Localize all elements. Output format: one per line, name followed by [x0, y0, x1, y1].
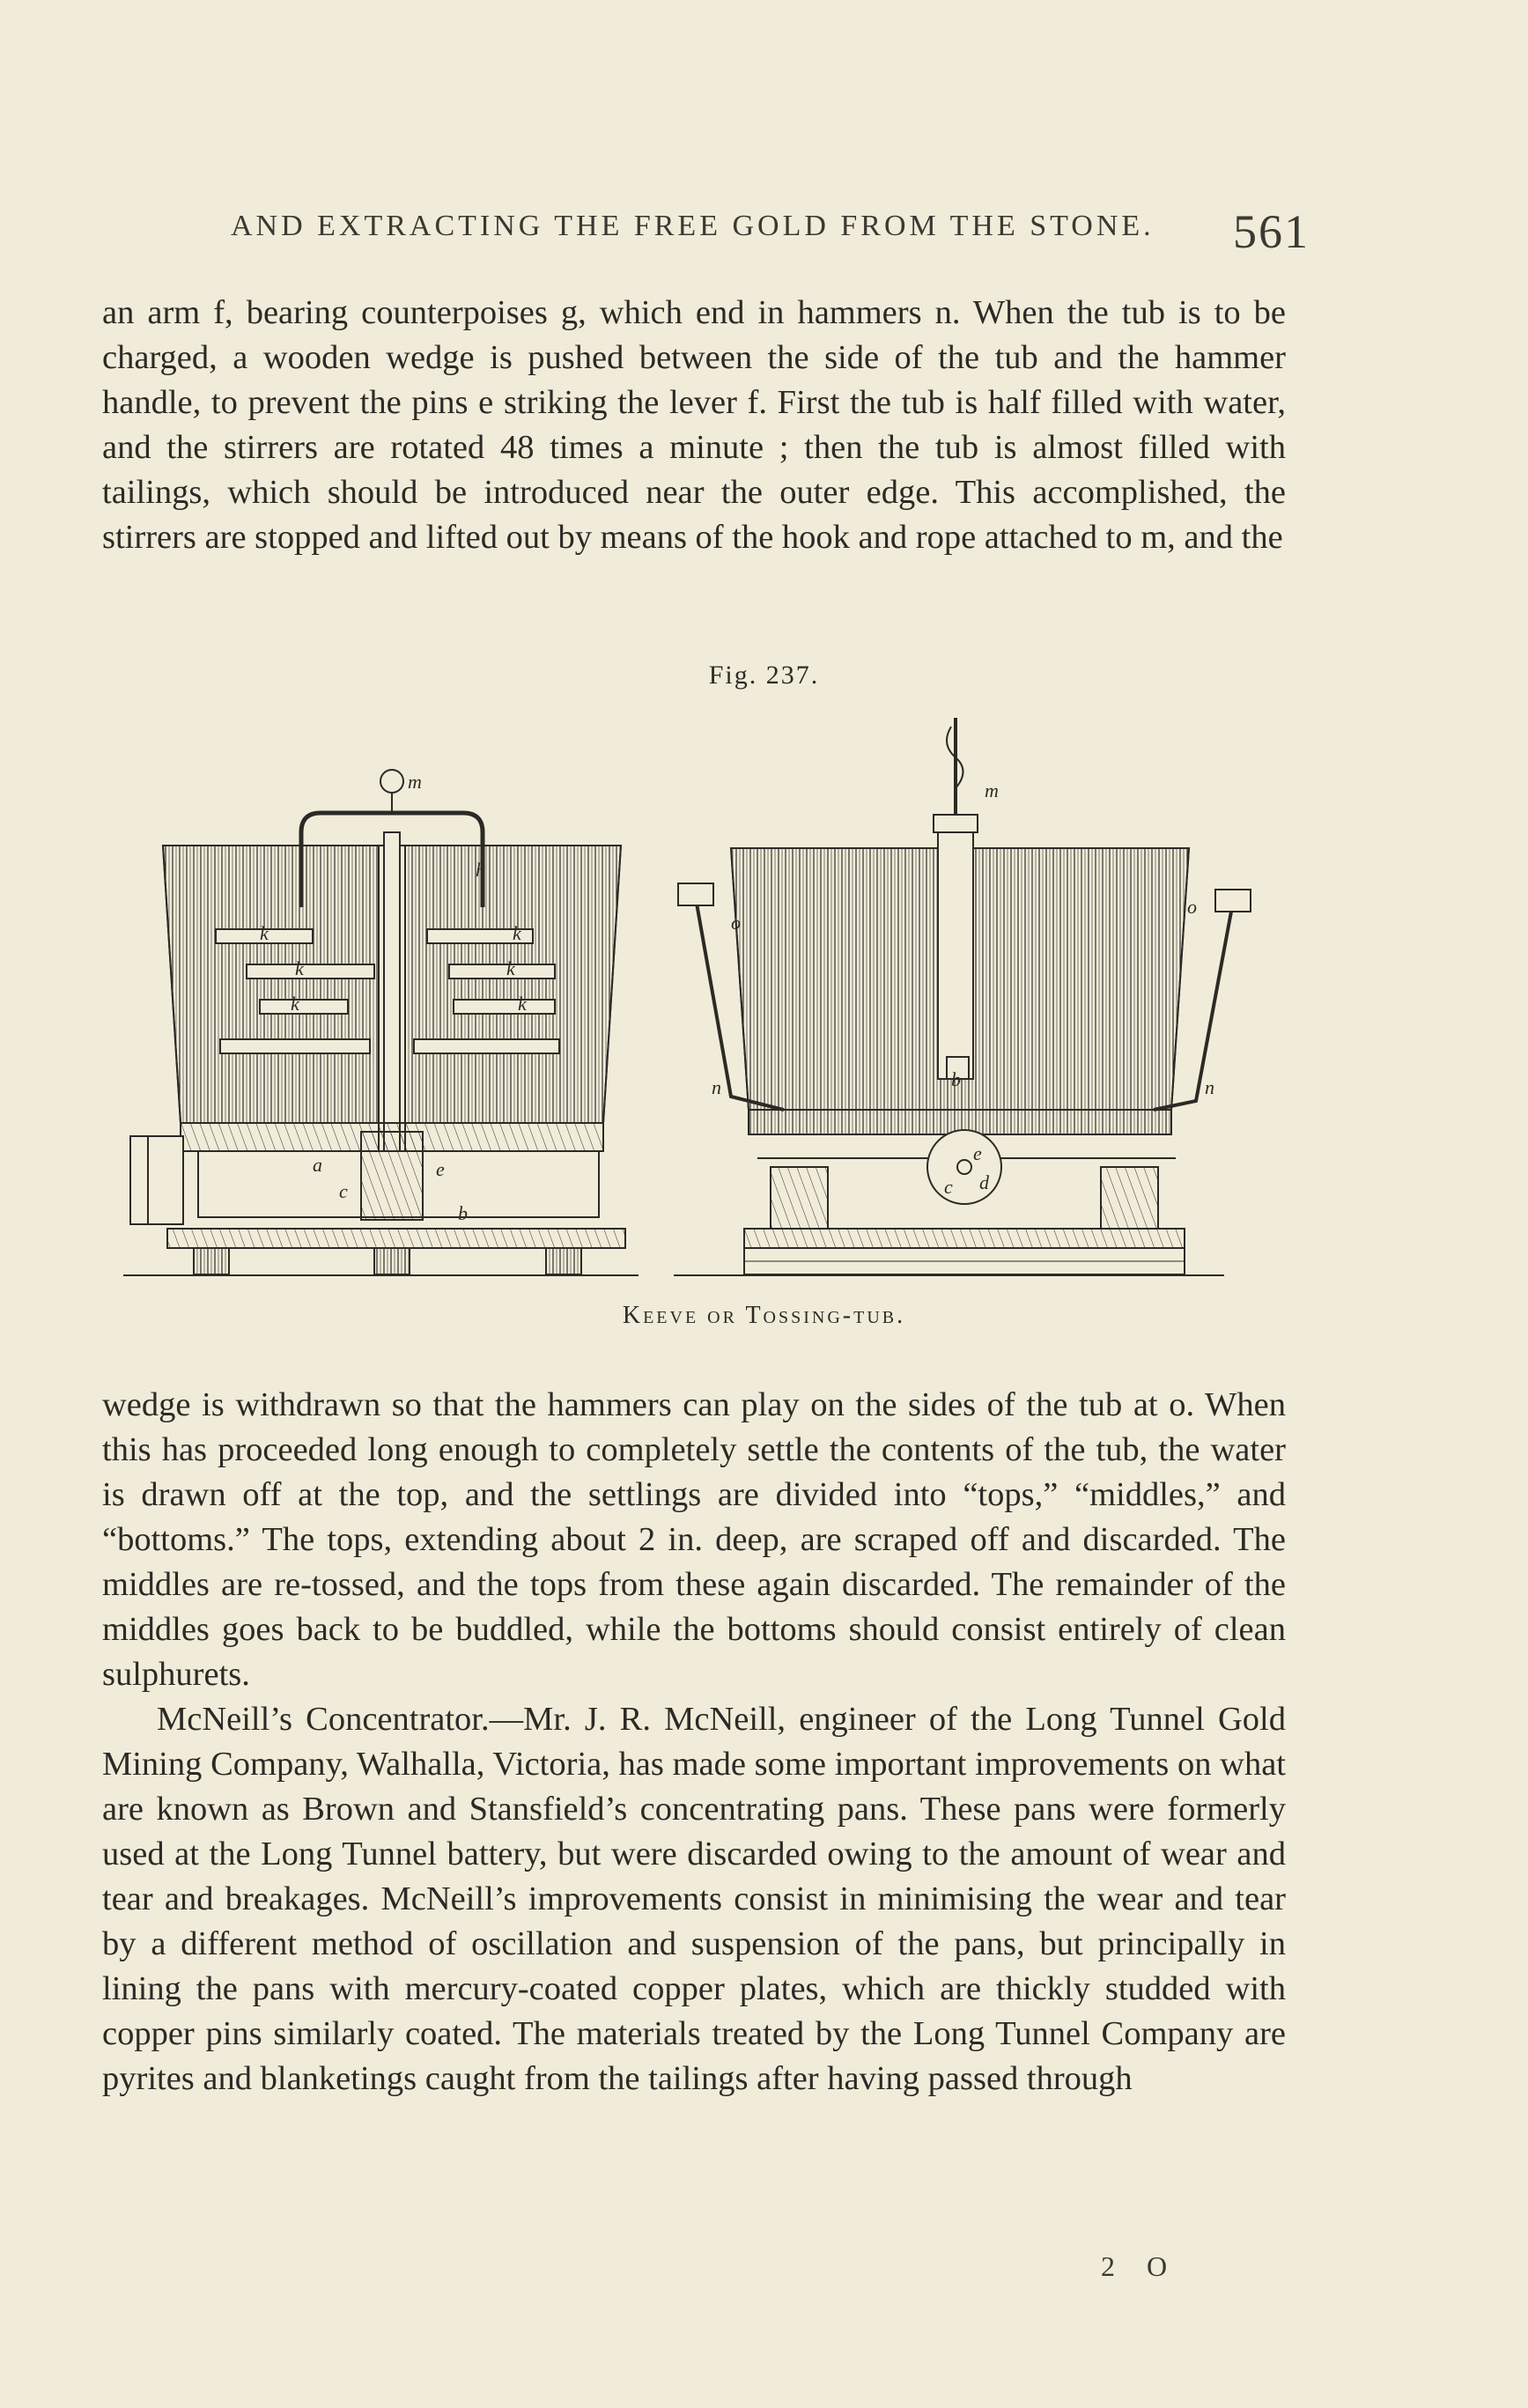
left-sectional-view — [123, 770, 639, 1275]
letter-right-n2: n — [1205, 1076, 1214, 1098]
figure-label: Fig. 237. — [708, 661, 820, 690]
letter-right-b: b — [951, 1068, 961, 1090]
hook-ring-left — [380, 770, 403, 793]
letter-left-c: c — [339, 1180, 348, 1202]
keeve-figure — [114, 709, 1268, 1282]
signature-mark: 2 O — [1101, 2250, 1180, 2282]
hammer-head-left — [678, 883, 713, 905]
letter-left-h: h — [476, 859, 485, 881]
paragraph-text: an arm f, bearing counterpoises g, which end in hammers n. When the tub is to be charged, a wooden wedge is pushed between the side of the tub and the hammer handle, to prevent the pins e striking the lever f. First the tub is half filled with water, and the stirrers are rotated 48 times a minute ; then the tub is almost filled with tailings, which should be introduced near the outer edge. This accomplished, the stirrers are stopped and lifted out by means of the hook and rope attached to m, and the — [102, 294, 1286, 556]
letter-left-k5: k — [506, 957, 515, 979]
letter-left-a: a — [313, 1154, 322, 1176]
body-paragraph-1: wedge is withdrawn so that the hammers can play on the sides of the tub at o. When this has proceeded long enough to completely settle the contents of the tub, the water is drawn off at the top, and the settlings are divided into “tops,” “middles,” and “bottoms.” The tops, extending about 2 in. deep, are scraped off and discarded. The middles are re-tossed, and the tops from these again discarded. The remainder of the middles goes back to be buddled, while the bottoms should consist entirely of clean sulphurets. — [102, 1386, 1286, 1693]
letter-right-o1: o — [731, 912, 741, 934]
letter-left-k3: k — [291, 993, 299, 1015]
body-text — [102, 1383, 1286, 2101]
letter-right-c: c — [944, 1176, 953, 1198]
page-number: 561 — [1233, 205, 1310, 258]
letter-left-k1: k — [260, 922, 269, 944]
letter-right-m: m — [985, 779, 999, 801]
letter-left-k6: k — [518, 993, 527, 1015]
letter-left-e: e — [436, 1158, 445, 1180]
right-elevation-view — [674, 718, 1251, 1275]
letter-right-e: e — [973, 1142, 982, 1164]
hammer-head-right — [1215, 890, 1251, 912]
drive-gear — [927, 1130, 1001, 1204]
letter-left-k4: k — [513, 922, 521, 944]
letter-right-d: d — [979, 1171, 989, 1193]
letter-right-o2: o — [1187, 896, 1197, 918]
letter-left-k2: k — [295, 957, 304, 979]
running-head: AND EXTRACTING THE FREE GOLD FROM THE STONE. — [231, 210, 1155, 242]
figure-caption: Keeve or Tossing-tub. — [622, 1302, 906, 1329]
letter-left-m: m — [408, 771, 422, 793]
side-block — [130, 1136, 183, 1224]
letter-right-n1: n — [712, 1076, 721, 1098]
top-paragraph — [102, 291, 1286, 560]
body-paragraph-2: McNeill’s Concentrator.—Mr. J. R. McNeill, engineer of the Long Tunnel Gold Mining Company, Walhalla, Victoria, has made some important improvements on what are known as Brown and Stansfield’s concentrating pans. These pans were formerly used at the Long Tunnel battery, but were discarded owing to the amount of wear and tear and breakages. McNeill’s improvements consist in minimising the wear and tear by a different method of oscillation and suspension of the pans, but principally in lining the pans with mercury-coated copper plates, which are thickly studded with copper pins similarly coated. The materials treated by the Long Tunnel Company are pyrites and blanketings caught from the tailings after having passed through — [102, 1701, 1286, 2097]
letter-left-b: b — [458, 1202, 468, 1224]
